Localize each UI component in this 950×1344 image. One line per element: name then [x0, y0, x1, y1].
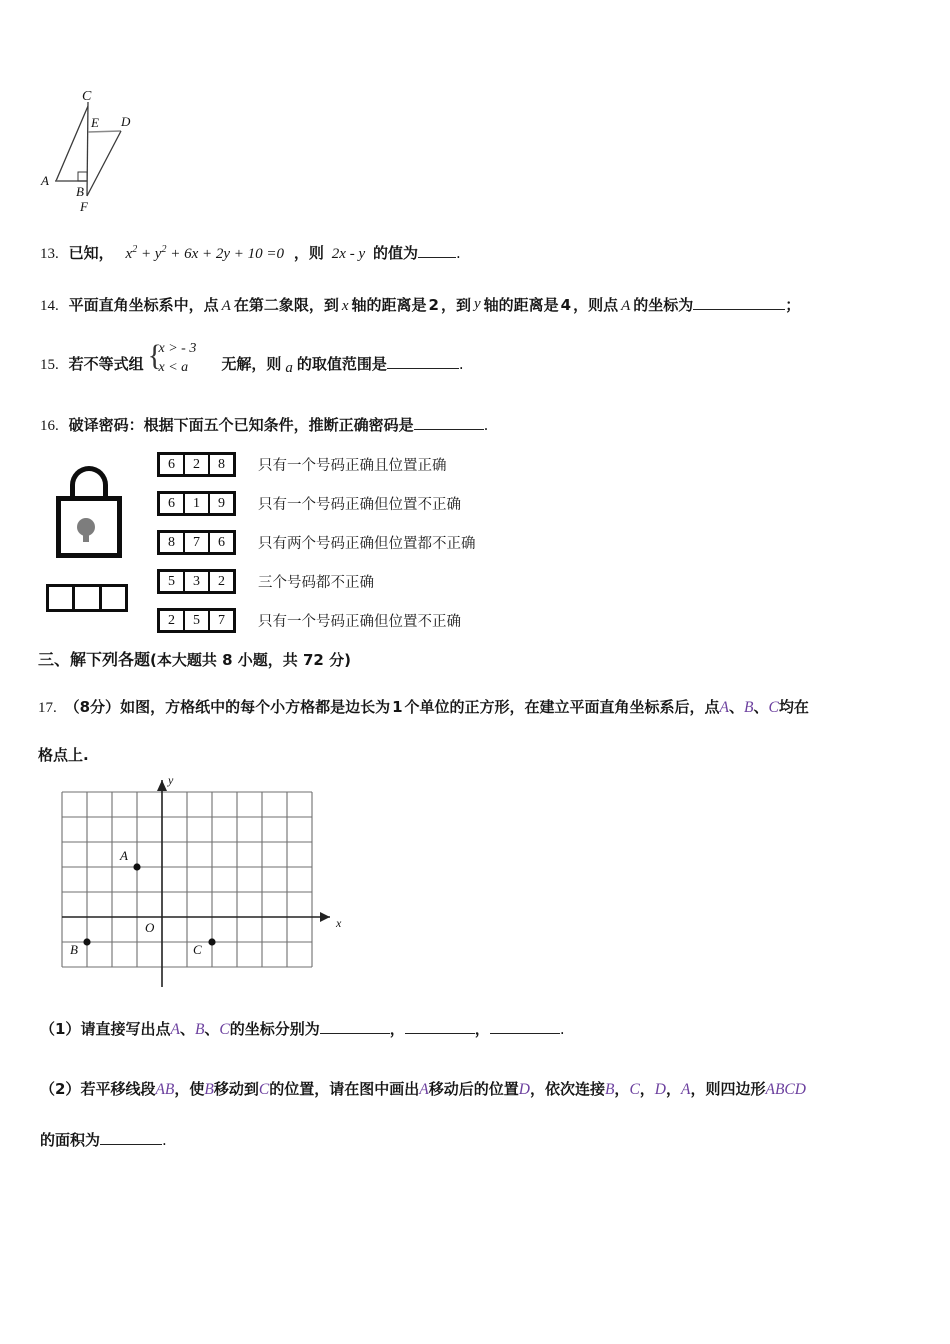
lock-slot-1[interactable]: [49, 587, 75, 609]
question-14-part4: ，到: [440, 296, 471, 314]
point-c-marker: [208, 938, 215, 945]
part2-line2-a: 的面积为: [40, 1131, 101, 1149]
question-13-tail: 的值为: [372, 244, 418, 262]
point-label-b: B: [194, 1021, 205, 1038]
question-17-unit-one: 1: [392, 698, 403, 716]
part1-text-a: 请直接写出点: [80, 1020, 171, 1038]
question-14-part3: 轴的距离是: [351, 296, 427, 314]
svg-text:B: B: [76, 184, 84, 199]
part2-c2: ，: [639, 1080, 655, 1098]
question-17-sep2: 、: [753, 698, 769, 716]
point-label-a: A: [170, 1021, 180, 1038]
code-digit: 2: [218, 574, 225, 589]
question-14-axis-y: y: [473, 296, 481, 312]
padlock-icon: [44, 466, 154, 626]
part1-sep2: 、: [204, 1020, 220, 1038]
coordinate-grid-figure: [52, 772, 352, 1012]
code-digit: 8: [218, 457, 225, 472]
code-row: [157, 491, 461, 516]
question-13-expression: 2x - y: [331, 246, 366, 262]
question-17-stem-b: 个单位的正方形，在建立平面直角坐标系后，点: [404, 698, 720, 716]
part1-sep1: 、: [179, 1020, 195, 1038]
code-digit: 1: [185, 494, 210, 513]
code-digit: 6: [218, 535, 225, 550]
part2-t1: 若平移线段: [80, 1080, 156, 1098]
question-14-answer-blank[interactable]: [693, 309, 785, 310]
question-16-period: .: [483, 416, 489, 434]
code-digit: 8: [160, 533, 185, 552]
question-13-period: .: [456, 244, 461, 262]
code-hint: 只有一个号码正确但位置不正确: [258, 614, 461, 630]
code-digit: 3: [185, 572, 210, 591]
coordinate-grid-svg: [52, 772, 352, 1012]
connect-label-b: B: [604, 1081, 615, 1098]
connect-label-d: D: [654, 1081, 666, 1098]
svg-text:D: D: [121, 114, 131, 129]
code-digit: 9: [218, 496, 225, 511]
part2-t6: ，依次连接: [529, 1080, 605, 1098]
question-14-distance-x: 2: [428, 296, 439, 314]
origin-label: O: [145, 920, 155, 935]
part1-blank-2[interactable]: [405, 1033, 475, 1034]
part2-t7: ，则四边形: [690, 1080, 766, 1098]
point-a-label: A: [120, 848, 128, 863]
question-17-part2-line2: [40, 1133, 167, 1149]
question-16: [40, 418, 488, 434]
question-17-stem-a: 如图，方格纸中的每个小方格都是边长为: [120, 698, 391, 716]
part2-t2: ，使: [174, 1080, 205, 1098]
part2-t4: 的位置，请在图中画出: [269, 1080, 420, 1098]
code-digit: 6: [160, 455, 185, 474]
question-17-stem-c: 均在: [778, 698, 809, 716]
question-13-answer-blank[interactable]: [418, 257, 456, 258]
code-row: [157, 530, 476, 555]
svg-text:E: E: [91, 115, 99, 130]
question-13-lead: 已知，: [68, 244, 114, 262]
point-label-a: A: [719, 699, 729, 716]
code-row: [157, 608, 461, 633]
question-16-number: 16.: [40, 418, 59, 434]
svg-text:C: C: [82, 89, 92, 104]
question-17-number: 17.: [38, 700, 57, 716]
part2-t3: 移动到: [213, 1080, 259, 1098]
inequality-system: [147, 339, 214, 376]
triangle-svg: [38, 84, 188, 214]
code-digits: [157, 530, 236, 555]
question-14: [40, 297, 800, 314]
point-b-label: B: [70, 942, 78, 957]
triangle-figure: [38, 84, 188, 214]
svg-text:A: A: [41, 173, 49, 188]
question-14-distance-y: 4: [560, 296, 572, 314]
brace-icon: {: [147, 339, 162, 373]
question-15-part2: 无解，则: [221, 355, 282, 373]
point-label-c: C: [219, 1021, 230, 1038]
code-hint: 只有一个号码正确且位置正确: [258, 458, 447, 474]
part2-period: .: [162, 1131, 167, 1149]
code-hint: 只有一个号码正确但位置不正确: [258, 497, 461, 513]
lock-keyhole-stem-icon: [83, 531, 89, 542]
quadrilateral-label: ABCD: [765, 1081, 806, 1098]
inequality-line-1: x > - 3: [158, 341, 197, 357]
section-heading-paren: (本大题共 8 小题，共 72 分): [150, 651, 351, 669]
question-17-stem-line2: [38, 748, 89, 764]
code-digits: [157, 452, 236, 477]
question-17-part1: [40, 1022, 565, 1038]
question-13: [40, 245, 461, 262]
question-15-period: .: [458, 355, 464, 373]
question-14-part2: 在第二象限，到: [233, 296, 339, 314]
axis-label-y: y: [168, 773, 174, 787]
question-17-sep1: 、: [729, 698, 745, 716]
question-14-part5: 轴的距离是: [483, 296, 559, 314]
part1-text-b: 的坐标分别为: [229, 1020, 320, 1038]
question-13-equation: $x^2 + y^2 + 6x + 2y + 10 =0$: [125, 244, 285, 262]
point-label-a: A: [419, 1081, 429, 1098]
point-label-b: B: [204, 1081, 214, 1098]
part2-label: （2）: [40, 1080, 81, 1098]
question-15-answer-blank[interactable]: [387, 368, 459, 369]
question-13-number: 13.: [40, 246, 59, 262]
grid-lines: [62, 792, 312, 967]
question-14-point-a: A: [221, 298, 231, 314]
question-15-number: 15.: [40, 357, 59, 373]
code-digit: 2: [160, 611, 185, 630]
point-label-c: C: [258, 1081, 270, 1098]
question-17-part2-line1: [40, 1082, 806, 1098]
code-digits: [157, 569, 236, 594]
lock-slot-2[interactable]: [75, 587, 101, 609]
section-heading-prefix: 三、解下列各题: [38, 650, 151, 669]
part2-c1: ，: [614, 1080, 630, 1098]
question-16-text: 破译密码：根据下面五个已知条件，推断正确密码是: [68, 416, 414, 434]
code-digits: [157, 491, 236, 516]
code-digit: 7: [218, 613, 225, 628]
connect-label-c: C: [629, 1081, 640, 1098]
part1-comma1: ，: [389, 1020, 405, 1038]
code-digit: 2: [185, 455, 210, 474]
part1-label: （1）: [40, 1020, 81, 1038]
svg-text:F: F: [80, 199, 88, 214]
connect-label-a: A: [681, 1081, 691, 1098]
part2-c3: ，: [666, 1080, 682, 1098]
lock-slot-3[interactable]: [102, 587, 125, 609]
question-15-part3: 的取值范围是: [296, 355, 387, 373]
part1-blank-3[interactable]: [490, 1033, 560, 1034]
part1-comma2: ，: [474, 1020, 490, 1038]
question-14-part1: 平面直角坐标系中，点: [68, 296, 219, 314]
part2-area-blank[interactable]: [100, 1144, 162, 1145]
code-digit: 6: [160, 494, 185, 513]
question-14-point-a2: A: [621, 298, 631, 314]
section-heading: [38, 652, 351, 669]
question-14-number: 14.: [40, 298, 59, 314]
inequality-line-2: x < a: [158, 360, 189, 376]
question-14-axis-x: x: [341, 298, 349, 314]
part1-blank-1[interactable]: [320, 1033, 390, 1034]
part2-t5: 移动后的位置: [428, 1080, 519, 1098]
code-digit: 5: [160, 572, 185, 591]
axis-label-x: x: [336, 916, 342, 930]
part1-period: .: [559, 1020, 565, 1038]
question-15-var-a: a: [285, 360, 293, 376]
code-digits: [157, 608, 236, 633]
point-a-marker: [133, 863, 140, 870]
point-b-marker: [83, 938, 90, 945]
code-row: [157, 452, 447, 477]
question-13-mid: ，则: [293, 244, 324, 262]
code-hint: 三个号码都不正确: [258, 575, 374, 591]
question-14-part6: ，则点: [573, 296, 619, 314]
question-16-answer-blank[interactable]: [414, 429, 484, 430]
question-17-stem-line1: [38, 700, 809, 716]
question-15-part1: 若不等式组: [68, 355, 144, 373]
question-14-end: ；: [785, 296, 801, 314]
question-14-part7: 的坐标为: [633, 296, 694, 314]
code-digit: 5: [185, 611, 210, 630]
point-label-c: C: [768, 699, 779, 716]
segment-ab-label: AB: [155, 1081, 175, 1098]
lock-code-slots[interactable]: [46, 584, 128, 612]
question-17-line2: 格点上.: [38, 746, 89, 764]
question-17-score: （8分）: [64, 698, 121, 716]
code-hint: 只有两个号码正确但位置都不正确: [258, 536, 476, 552]
question-15: [40, 339, 464, 376]
code-digit: 7: [185, 533, 210, 552]
point-c-label: C: [193, 942, 202, 957]
code-row: [157, 569, 374, 594]
point-label-d: D: [518, 1081, 530, 1098]
point-label-b: B: [744, 699, 754, 716]
